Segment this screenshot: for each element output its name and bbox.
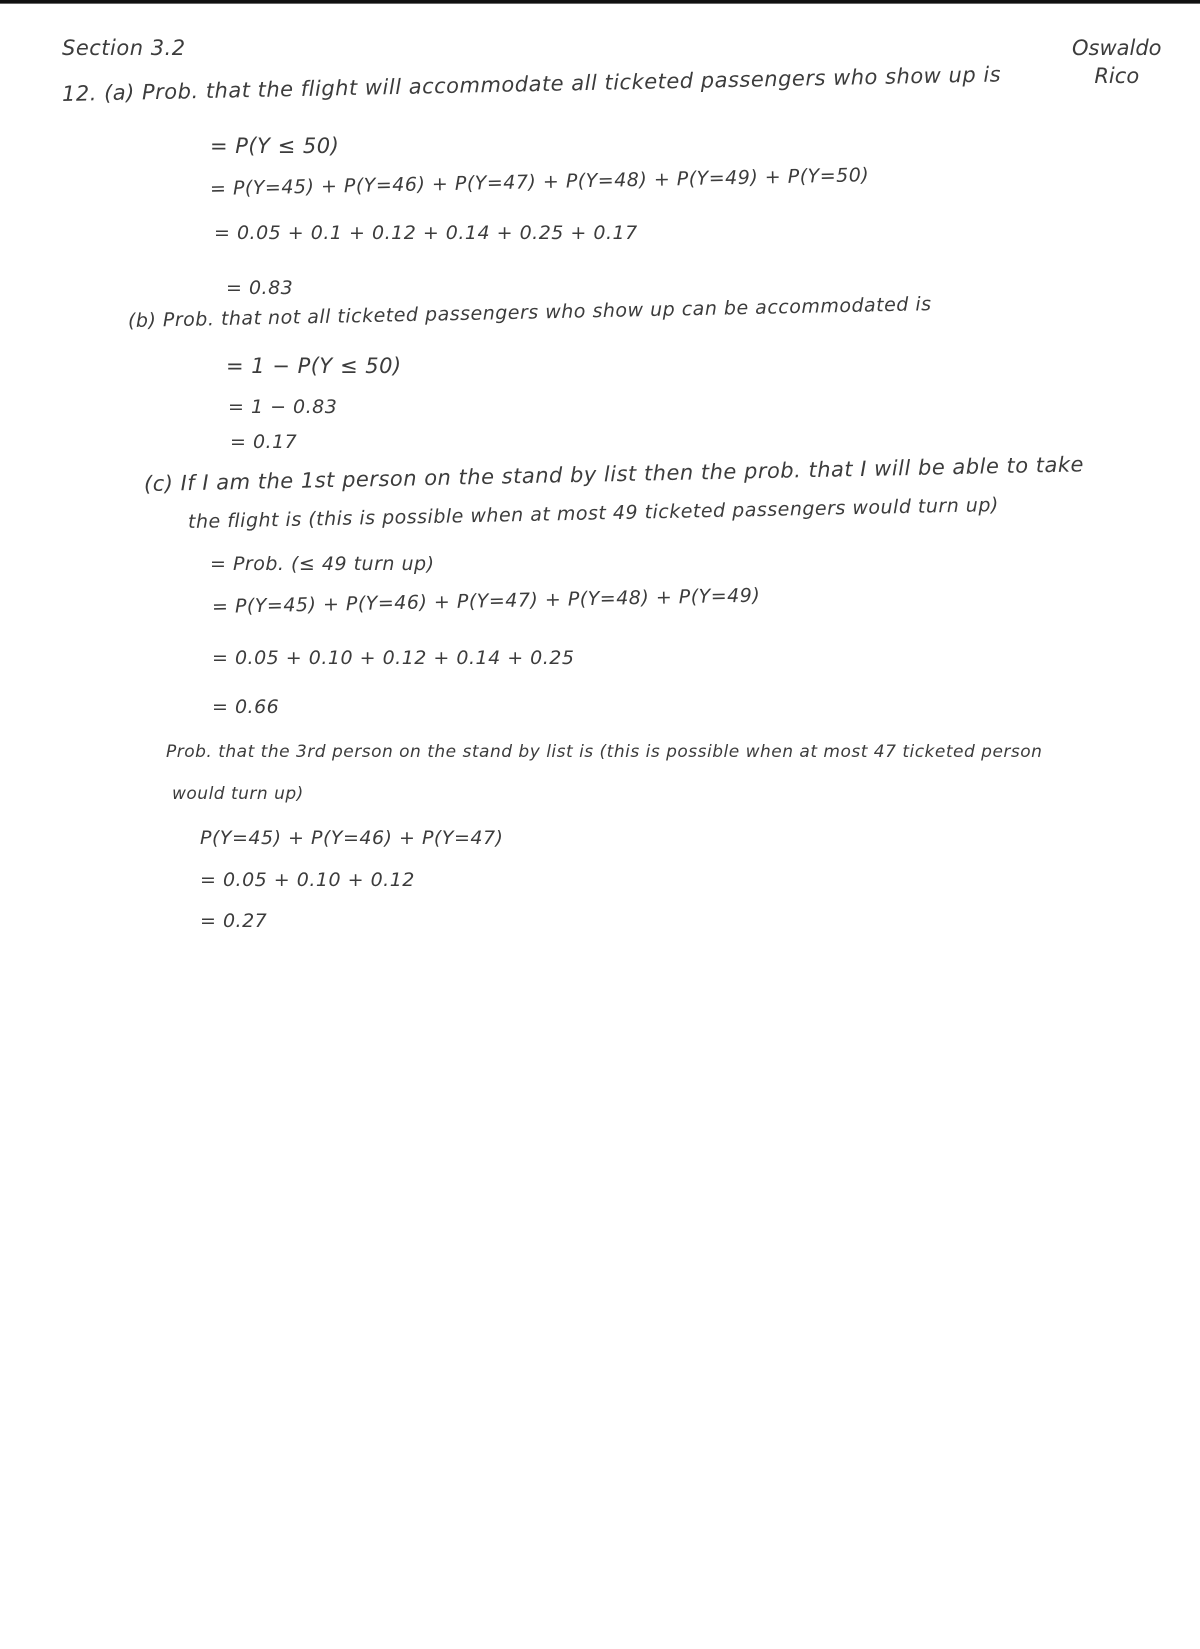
part-b-line-1: = 1 − P(Y ≤ 50) xyxy=(226,354,402,378)
third-person-line-2: = 0.05 + 0.10 + 0.12 xyxy=(200,869,415,891)
part-a-line-3: = 0.05 + 0.1 + 0.12 + 0.14 + 0.25 + 0.17 xyxy=(214,222,638,244)
third-person-line-1: P(Y=45) + P(Y=46) + P(Y=47) xyxy=(200,827,504,849)
part-b-line-2: = 1 − 0.83 xyxy=(228,396,338,418)
part-a-statement: 12. (a) Prob. that the flight will accommodate all ticketed passengers who show up is xyxy=(61,62,1002,106)
part-c-statement-1: (c) If I am the 1st person on the stand by list then the prob. that I will be able to take xyxy=(143,452,1085,496)
part-b-line-3: = 0.17 xyxy=(230,431,298,453)
part-c-line-4: = 0.66 xyxy=(212,696,280,718)
scan-top-edge xyxy=(0,0,1200,6)
part-b-statement: (b) Prob. that not all ticketed passengers who show up can be accommodated is xyxy=(127,293,932,332)
part-c-line-2: = P(Y=45) + P(Y=46) + P(Y=47) + P(Y=48) + P(Y=49) xyxy=(211,584,761,618)
third-person-line-3: = 0.27 xyxy=(200,910,268,932)
author-last-name: Rico xyxy=(1094,64,1140,88)
section-heading: Section 3.2 xyxy=(62,36,186,60)
part-a-line-1: = P(Y ≤ 50) xyxy=(210,134,340,158)
author-name xyxy=(1072,34,1162,90)
third-person-statement-1: Prob. that the 3rd person on the stand by list is (this is possible when at most 47 ticketed person xyxy=(166,742,1043,762)
part-c-line-1: = Prob. (≤ 49 turn up) xyxy=(210,553,435,575)
part-c-statement-2: the flight is (this is possible when at most 49 ticketed passengers would turn up) xyxy=(187,494,1000,533)
part-c-line-3: = 0.05 + 0.10 + 0.12 + 0.14 + 0.25 xyxy=(212,647,575,669)
part-a-line-4: = 0.83 xyxy=(226,277,294,299)
part-a-line-2: = P(Y=45) + P(Y=46) + P(Y=47) + P(Y=48) + P(Y=49) + P(Y=50) xyxy=(209,164,870,200)
third-person-statement-2: would turn up) xyxy=(172,784,304,804)
author-first-name: Oswaldo xyxy=(1072,36,1162,60)
